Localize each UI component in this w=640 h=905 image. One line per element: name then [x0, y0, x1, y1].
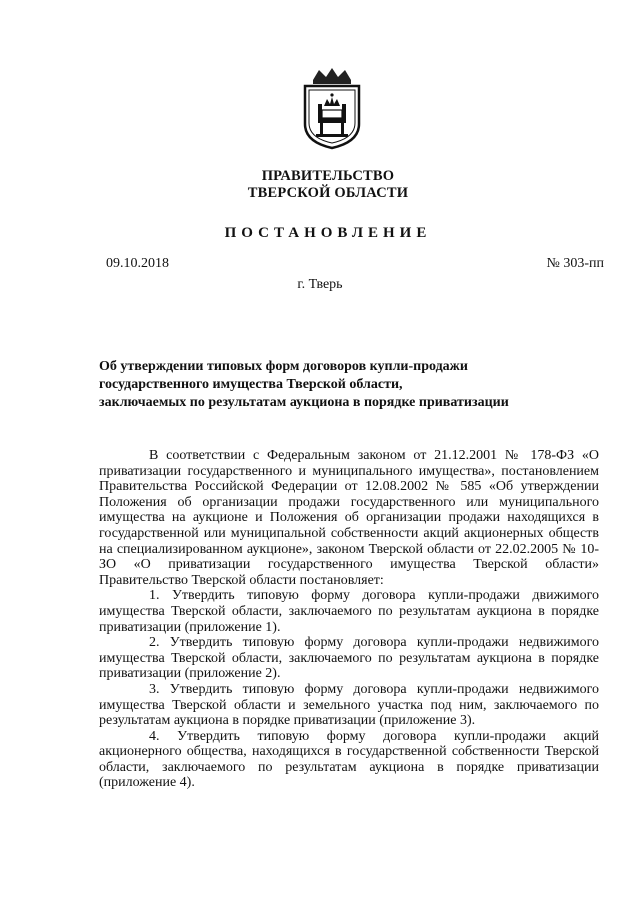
document-city: г. Тверь	[297, 277, 343, 292]
organization-name-line2: ТВЕРСКОЙ ОБЛАСТИ	[247, 185, 409, 201]
subject-line: заключаемых по результатам аукциона в порядке приватизации	[99, 395, 509, 410]
organization-name-line1: ПРАВИТЕЛЬСТВО	[261, 168, 395, 184]
resolution-item: 4. Утвердить типовую форму договора купли-продажи акций акционерного общества, находящихся в государственной собственности Тверской области, заключаемого по результатам аукциона в порядке приватизации (приложение 4).	[99, 728, 599, 791]
subject-line: государственного имущества Тверской области,	[99, 377, 403, 392]
document-date: 09.10.2018	[106, 256, 169, 271]
tver-coat-of-arms-icon	[299, 66, 365, 150]
resolution-item: 3. Утвердить типовую форму договора купли-продажи недвижимого имущества Тверской области и земельного участка под ним, заключаемого по результатам аукциона в порядке приватизации (приложение 3).	[99, 681, 599, 729]
preamble-paragraph: В соответствии с Федеральным законом от 21.12.2001 № 178-ФЗ «О приватизации государственного и муниципального имущества», постановлением Правительства Российской Федерации от 12.08.2002 № 585 «Об утверждении Положения об организации продажи государственного или муниципального имущества на аукционе и Положения об организации продажи находящихся в государственной или муниципальной собственности акций акционерных обществ на специализированном аукционе», законом Тверской области от 22.02.2005 № 10-ЗО «О приватизации государственного имущества Тверской области» Правительство Тверской области постановляет:	[99, 448, 599, 588]
document-subject	[99, 358, 569, 412]
document-type: ПОСТАНОВЛЕНИЕ	[224, 225, 432, 241]
document-body	[99, 448, 599, 791]
document-number: № 303-пп	[546, 256, 604, 271]
resolution-item: 2. Утвердить типовую форму договора купли-продажи недвижимого имущества Тверской области, заключаемого по результатам аукциона в порядке приватизации (приложение 2).	[99, 635, 599, 682]
resolution-item: 1. Утвердить типовую форму договора купли-продажи движимого имущества Тверской области, заключаемого по результатам аукциона в порядке приватизации (приложение 1).	[99, 588, 599, 635]
subject-line: Об утверждении типовых форм договоров купли-продажи	[99, 359, 468, 374]
